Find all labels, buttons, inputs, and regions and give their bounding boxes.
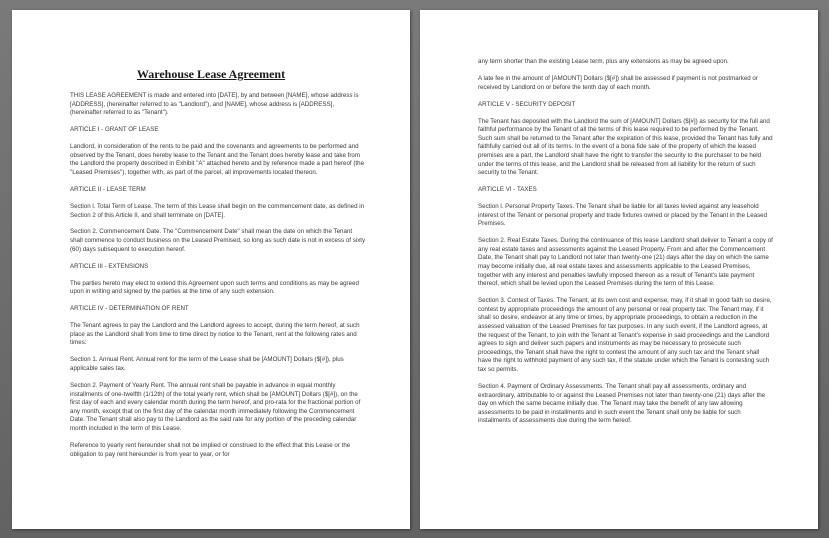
article-heading: ARTICLE IV - DETERMINATION OF RENT: [70, 305, 189, 313]
document-page-1: [12, 10, 410, 529]
document-title: Warehouse Lease Agreement: [136, 67, 286, 81]
paragraph: Section 4. Payment of Ordinary Assessments. The Tenant shall pay all assessments, ordinary and extraordinary, attributable to or against the Leased Premises not later than twenty-one (21) days after the day on which the same became initially due. The Tenant may take the benefit of any law allowing assessments to be paid in installments and in such event the Tenant shall only be liable for such installments of assessments due during the term hereof.: [478, 382, 766, 425]
paragraph: Section 2. Payment of Yearly Rent. The annual rent shall be payable in advance in equal monthly installments of one-twelfth (1/12th) of the total yearly rent, which shall be [AMOUNT] Dollars ($[#]), on the first day of each and every calendar month during the term hereof, and pro-rata for the fractional portion of any month, except that on the first day of the calendar month immediately following the Commencement Date. The Tenant shall also pay to the Landlord as the said rate for any portion of the preceding calendar month included in the term of this Lease.: [70, 381, 361, 432]
paragraph: Reference to yearly rent hereunder shall not be implied or construed to the effect that this Lease or the obligation to pay rent hereunder is from year to year, or for: [70, 441, 351, 458]
article-heading: ARTICLE III - EXTENSIONS: [70, 262, 149, 270]
paragraph: Landlord, in consideration of the rents to be paid and the covenants and agreements to be performed and observed by the Tenant, does hereby lease to the Tenant and the Tenant does hereby lease and take from the Landlord the property described in Exhibit "A" attached hereto and by reference made a part hereof (the "Leased Premises"), together with, as part of the parcel, all improvements located thereon.: [70, 143, 365, 176]
paragraph: Section l. Personal Property Taxes. The Tenant shall be liable for all taxes levied against any leasehold interest of the Tenant or personal property and trade fixtures owned or placed by the Tenant in the Leased Premises.: [478, 203, 768, 228]
page-1-body: [70, 92, 366, 467]
paragraph: Section 2. Real Estate Taxes. During the continuance of this lease Landlord shall deliver to Tenant a copy of any real estate taxes and assessments against the Leased Property. From and after the Commencement Date, the Tenant shall pay to Landlord not later than twenty-one (21) days after the day on which the same may become initially due, all real estate taxes and assessments applicable to the Leased Premises, together with any interest and penalties lawfully imposed thereon as a result of Tenant's late payment thereof, which shall be levied upon the Leased Premises during the term of this Lease.: [478, 237, 773, 288]
paragraph: Section 2. Commencement Date. The "Commencement Date" shall mean the date on which the Tenant shall commence to conduct business on the Leased Premised, so long as such date is not in excess of sixty (60) days subsequent to execution hereof.: [70, 228, 366, 253]
article-heading: ARTICLE VI - TAXES: [478, 186, 537, 194]
paragraph: Section 3. Contest of Taxes. The Tenant, at its own cost and expense, may, if it shall in good faith so desire, contest by appropriate proceedings the amount of any personal or real property tax. The Tenant may, if it shall so desire, endeavor at any time or times, by appropriate proceedings, to obtain a reduction in the assessed valuation of the Leased Premises for tax purposes. In any such event, if the Landlord agrees, at the request of the Tenant, to join with the Tenant at Tenant's expense in said proceedings and the Landlord agrees to sign and deliver such papers and instruments as may be necessary to prosecute such proceedings, the Tenant shall have the right to contest the amount of any such tax and the Tenant shall have the right to withhold payment of any such tax, if the statute under which the Tenant is contesting such tax so permits.: [478, 297, 772, 373]
paragraph: THIS LEASE AGREEMENT is made and entered into [DATE], by and between [NAME], whose address is [ADDRESS], (hereinafter referred to as "Landlord"), and [NAME], whose address is [ADDRESS], (hereinafter referred to as "Tenant").: [70, 92, 359, 117]
page-2-body: [478, 58, 774, 434]
paragraph: Section l. Total Term of Lease. The term of this Lease shall begin on the commencement date, as defined in Section 2 of this Article II, and shall terminate on [DATE].: [70, 202, 365, 219]
paragraph: Section 1. Annual Rent. Annual rent for the term of the Lease shall be [AMOUNT] Dollars ($[#]), plus applicable sales tax.: [70, 356, 344, 372]
paragraph: The Tenant has deposited with the Landlord the sum of [AMOUNT] Dollars ($[#]) as security for the full and faithful performance by the Tenant of all the terms of this lease required to be performed by the Tenant. Such sum shall be returned to the Tenant after the expiration of this lease, provided the Tenant has fully and faithfully carried out all of its terms. In the event of a bona fide sale of the property of which the leased premises are a part, the Landlord shall have the right to transfer the security to the purchaser to be held under the terms of this lease, and the Landlord shall be released from all liability for the return of such security to the Tenant.: [478, 117, 773, 177]
document-page-2: [420, 10, 818, 529]
paragraph: A late fee in the amount of [AMOUNT] Dollars ($[#]) shall be assessed if payment is not postmarked or received by Landlord on or before the tenth day of each month.: [478, 74, 758, 91]
paragraph: The parties hereto may elect to extend this Agreement upon such terms and conditions as may be agreed upon in writing and signed by the parties at the time of any such extension.: [70, 279, 359, 296]
paragraph: The Tenant agrees to pay the Landlord and the Landlord agrees to accept, during the term hereof, at such place as the Landlord shall from time to time direct by notice to the Tenant, rent at the following rates and times:: [70, 322, 360, 347]
article-heading: ARTICLE II - LEASE TERM: [70, 185, 146, 193]
article-heading: ARTICLE V - SECURITY DEPOSIT: [478, 100, 576, 108]
article-heading: ARTICLE I - GRANT OF LEASE: [70, 126, 159, 134]
paragraph: any term shorter than the existing Lease term, plus any extensions as may be agreed upon.: [478, 58, 729, 65]
